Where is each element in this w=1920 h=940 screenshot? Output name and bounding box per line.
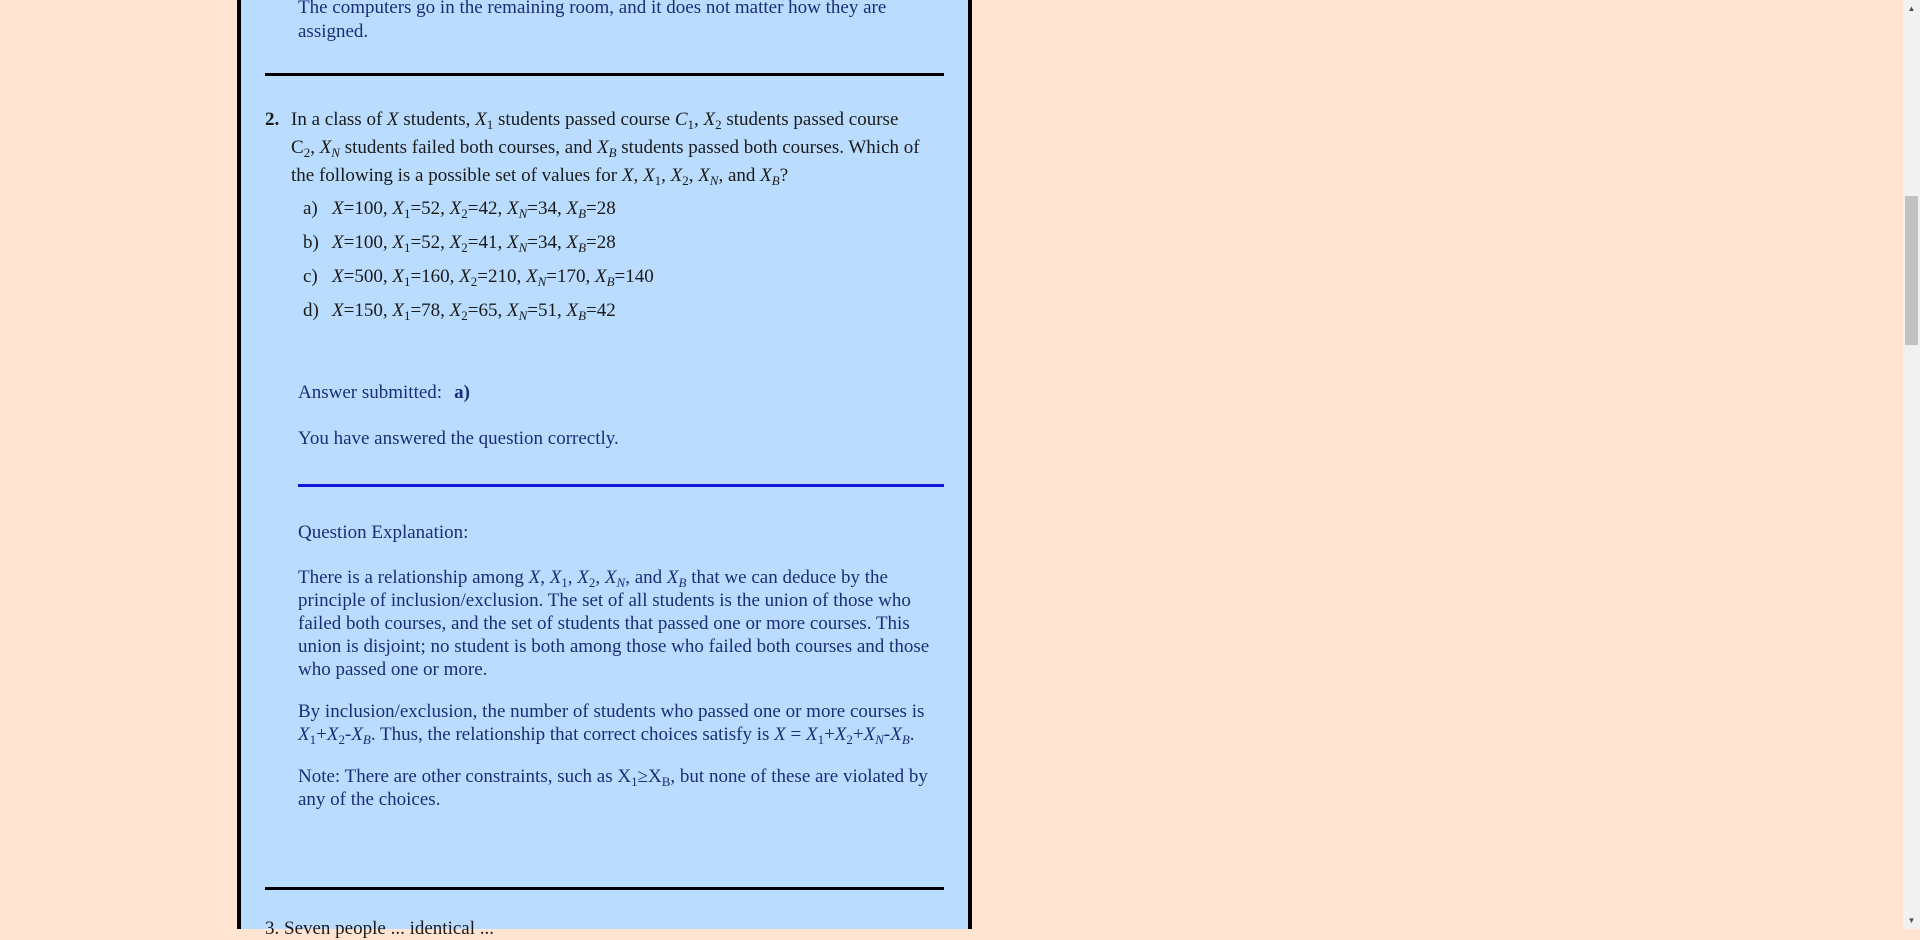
- choice-letter: b): [303, 232, 319, 253]
- choice-text: X=100, $X_1=52$, $X_2=41$, $X_N=34$, $X_B=28$: [332, 232, 616, 255]
- explanation-paragraph: By inclusion/exclusion, the number of students who passed one or more courses is $X_1+X_2-X_B$. Thus, the relationship that correct choices satisfy is $X = X_1+X_2+X_N-X_B$.: [298, 701, 925, 747]
- explanation-heading: Question Explanation:: [298, 522, 469, 543]
- answer-value: a): [454, 382, 470, 403]
- previous-explanation-text: The computers go in the remaining room, and it does not matter how they are assigned.: [298, 0, 887, 42]
- choice-text: X=100, $X_1=52$, $X_2=42$, $X_N=34$, $X_B=28$: [332, 198, 616, 221]
- scroll-up-arrow-icon[interactable]: ▲: [1907, 4, 1916, 13]
- answer-verdict: You have answered the question correctly.: [298, 428, 619, 449]
- explanation-paragraph: Note: There are other constraints, such as $X_1\ge X_B$, but none of these are violated by any of the choices.: [298, 766, 928, 810]
- explanation-paragraph: There is a relationship among X, $X_1$, $X_2$, $X_N$, and $X_B$ that we can deduce by the principle of inclusion/exclusion. The set of all students is the union of those who failed both courses, and the set of students that passed one or more courses. This union is disjoint; no student is both among those who failed both courses and those who passed one or more.: [298, 567, 930, 680]
- answer-submitted: [298, 382, 470, 404]
- question-divider: [265, 73, 944, 76]
- explanation-divider: [298, 484, 944, 487]
- answer-label: Answer submitted:: [298, 382, 443, 403]
- choice-text: X=150, $X_1=78$, $X_2=65$, $X_N=51$, $X_B=42$: [332, 300, 616, 323]
- page-scrollbar[interactable]: [1903, 0, 1920, 929]
- choice-d[interactable]: [265, 294, 925, 328]
- choice-letter: a): [303, 198, 318, 219]
- question-divider: [265, 887, 944, 890]
- choice-list: [265, 192, 925, 328]
- question-explanation: [298, 521, 946, 830]
- choice-text: X=500, $X_1=160$, $X_2=210$, $X_N=170$, $X_B=140$: [332, 266, 654, 289]
- choice-letter: c): [303, 266, 318, 287]
- question-number: 2.: [265, 109, 280, 130]
- question-2: [265, 106, 925, 328]
- scroll-thumb[interactable]: [1905, 196, 1918, 345]
- scroll-down-arrow-icon[interactable]: ▼: [1907, 916, 1916, 925]
- choice-a[interactable]: [265, 192, 925, 226]
- choice-b[interactable]: [265, 226, 925, 260]
- choice-letter: d): [303, 300, 319, 321]
- question-text: In a class of X students, $X_1$ students passed course $C_1$, $X_2$ students passed course $C_2$, $X_N$ students failed both courses, and $X_B$ students passed both courses. Which of the following is a possible set of values for X, $X_1$, $X_2$, $X_N$, and $X_B$?: [291, 109, 920, 188]
- choice-c[interactable]: [265, 260, 925, 294]
- next-question-partial: 3. Seven people ... identical ...: [265, 918, 494, 939]
